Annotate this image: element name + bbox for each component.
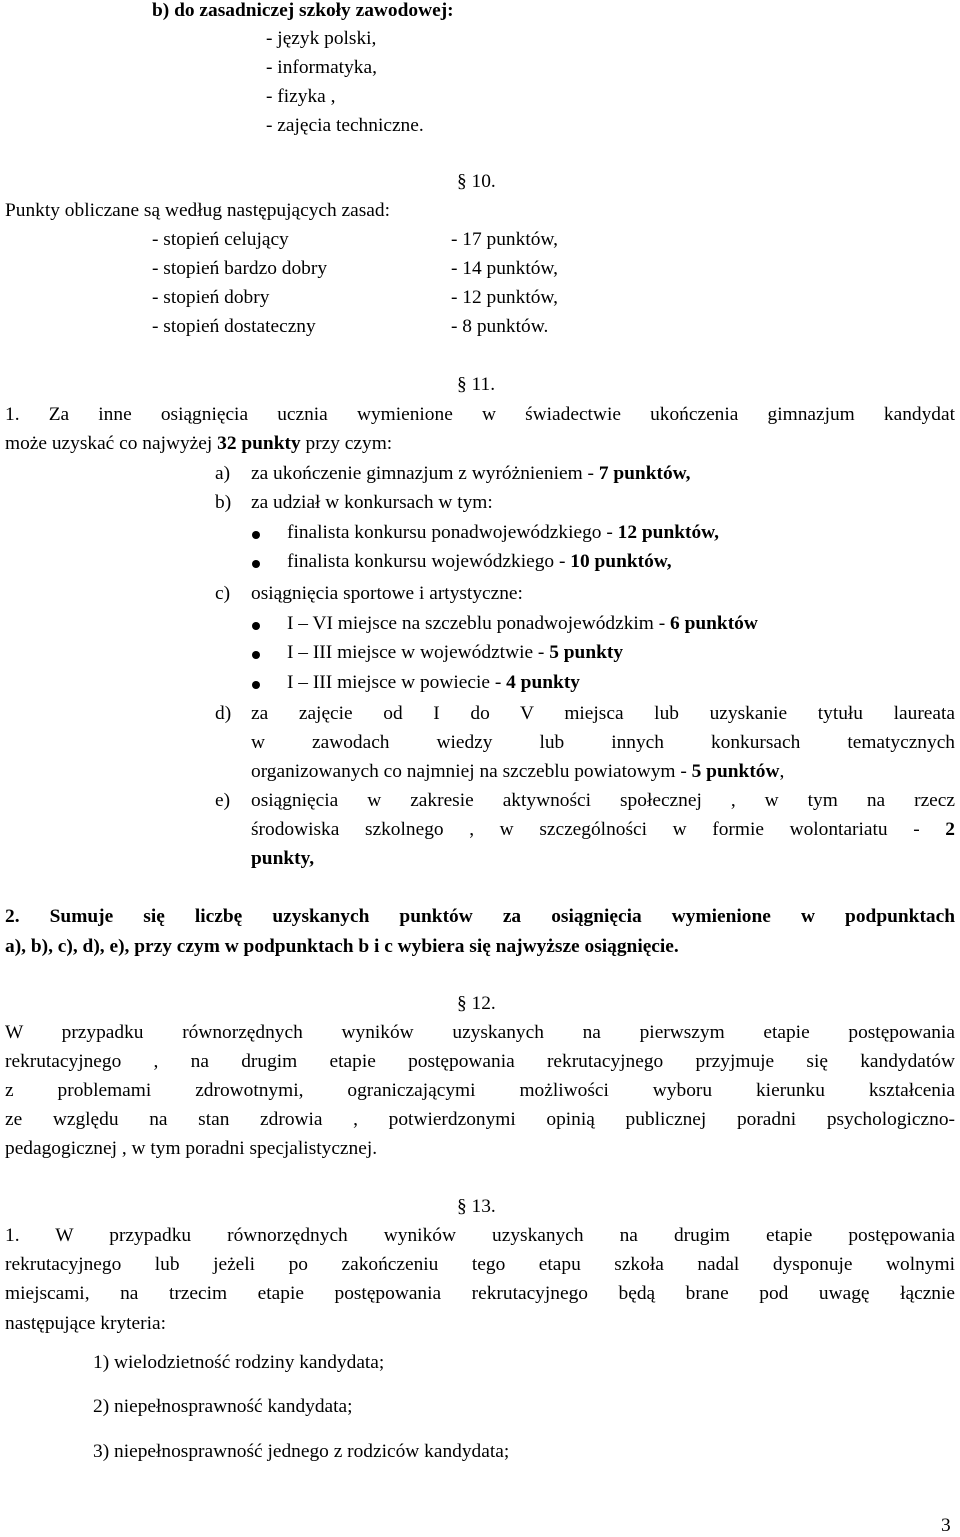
section-11-paragraph-2-line: 2. Sumuje się liczbę uzyskanych punktów za osiągnięcia wymienione w podpunktach xyxy=(5,906,955,927)
item-marker-b: b) xyxy=(215,492,232,513)
section-12-line: pedagogicznej , w tym poradni specjalistycznej. xyxy=(5,1138,378,1159)
section-13-line: następujące kryteria: xyxy=(5,1313,166,1334)
bullet-icon xyxy=(252,681,260,689)
grade-label: - stopień dobry xyxy=(152,287,270,308)
list-item: - zajęcia techniczne. xyxy=(266,115,424,136)
section-11-paragraph-1-line: 1. Za inne osiągnięcia ucznia wymienione w świadectwie ukończenia gimnazjum kandydat xyxy=(5,404,955,425)
item-c-sub-3: I – III miejsce w powiecie - 4 punkty xyxy=(287,672,580,693)
grade-label: - stopień dostateczny xyxy=(152,316,316,337)
item-b-sub-2: finalista konkursu wojewódzkiego - 10 punktów, xyxy=(287,551,672,572)
list-item: - informatyka, xyxy=(266,57,377,78)
section-12-line: ze względu na stan zdrowia , potwierdzonymi opinią publicznej poradni psychologiczno- xyxy=(5,1109,955,1130)
item-d-line: organizowanych co najmniej na szczeblu powiatowym - 5 punktów, xyxy=(251,761,785,782)
section-12-line: z problemami zdrowotnymi, ograniczającymi możliwości wyboru kierunku kształcenia xyxy=(5,1080,955,1101)
section-13-line: miejscami, na trzecim etapie postępowania rekrutacyjnego będą brane pod uwagę łącznie xyxy=(5,1283,955,1304)
grade-points: - 12 punktów, xyxy=(451,287,558,308)
item-c-sub-1: I – VI miejsce na szczeblu ponadwojewódzkim - 6 punktów xyxy=(287,613,758,634)
section-11-title: § 11. xyxy=(457,374,496,395)
section-b-heading: b) do zasadniczej szkoły zawodowej: xyxy=(152,0,454,21)
item-marker-c: c) xyxy=(215,583,231,604)
section-13-line: 1. W przypadku równorzędnych wyników uzyskanych na drugim etapie postępowania xyxy=(5,1225,955,1246)
section-12-line: rekrutacyjnego , na drugim etapie postępowania rekrutacyjnego przyjmuje się kandydatów xyxy=(5,1051,955,1072)
criterion-item: 2) niepełnosprawność kandydata; xyxy=(93,1396,353,1417)
item-marker-a: a) xyxy=(215,463,231,484)
grade-label: - stopień celujący xyxy=(152,229,289,250)
bullet-icon xyxy=(252,531,260,539)
grade-points: - 17 punktów, xyxy=(451,229,558,250)
grade-label: - stopień bardzo dobry xyxy=(152,258,328,279)
section-12-title: § 12. xyxy=(457,993,496,1014)
item-c-text: osiągnięcia sportowe i artystyczne: xyxy=(251,583,523,604)
item-marker-e: e) xyxy=(215,790,231,811)
section-13-title: § 13. xyxy=(457,1196,496,1217)
item-a-text: za ukończenie gimnazjum z wyróżnieniem - 7 punktów, xyxy=(251,463,691,484)
section-11-paragraph-1-line: może uzyskać co najwyżej 32 punkty przy czym: xyxy=(5,433,393,454)
criterion-item: 3) niepełnosprawność jednego z rodziców kandydata; xyxy=(93,1441,510,1462)
section-11-paragraph-2-line: a), b), c), d), e), przy czym w podpunktach b i c wybiera się najwyższe osiągnięcie. xyxy=(5,936,679,957)
page-number: 3 xyxy=(941,1515,951,1536)
grade-points: - 8 punktów. xyxy=(451,316,549,337)
item-e-line: punkty, xyxy=(251,848,315,869)
section-10-intro: Punkty obliczane są według następujących zasad: xyxy=(5,200,390,221)
bullet-icon xyxy=(252,651,260,659)
section-10-title: § 10. xyxy=(457,171,496,192)
bullet-icon xyxy=(252,622,260,630)
item-e-line: środowiska szkolnego , w szczególności w formie wolontariatu - 2 xyxy=(251,819,955,840)
item-c-sub-2: I – III miejsce w województwie - 5 punkty xyxy=(287,642,624,663)
grade-points: - 14 punktów, xyxy=(451,258,558,279)
list-item: - fizyka , xyxy=(266,86,336,107)
item-d-line: w zawodach wiedzy lub innych konkursach tematycznych xyxy=(251,732,955,753)
item-b-sub-1: finalista konkursu ponadwojewódzkiego - 12 punktów, xyxy=(287,522,719,543)
section-13-line: rekrutacyjnego lub jeżeli po zakończeniu tego etapu szkoła nadal dysponuje wolnymi xyxy=(5,1254,955,1275)
item-e-line: osiągnięcia w zakresie aktywności społecznej , w tym na rzecz xyxy=(251,790,955,811)
criterion-item: 1) wielodzietność rodziny kandydata; xyxy=(93,1352,385,1373)
item-b-text: za udział w konkursach w tym: xyxy=(251,492,493,513)
bullet-icon xyxy=(252,560,260,568)
section-12-line: W przypadku równorzędnych wyników uzyskanych na pierwszym etapie postępowania xyxy=(5,1022,955,1043)
item-marker-d: d) xyxy=(215,703,232,724)
list-item: - język polski, xyxy=(266,28,377,49)
item-d-line: za zajęcie od I do V miejsca lub uzyskanie tytułu laureata xyxy=(251,703,955,724)
